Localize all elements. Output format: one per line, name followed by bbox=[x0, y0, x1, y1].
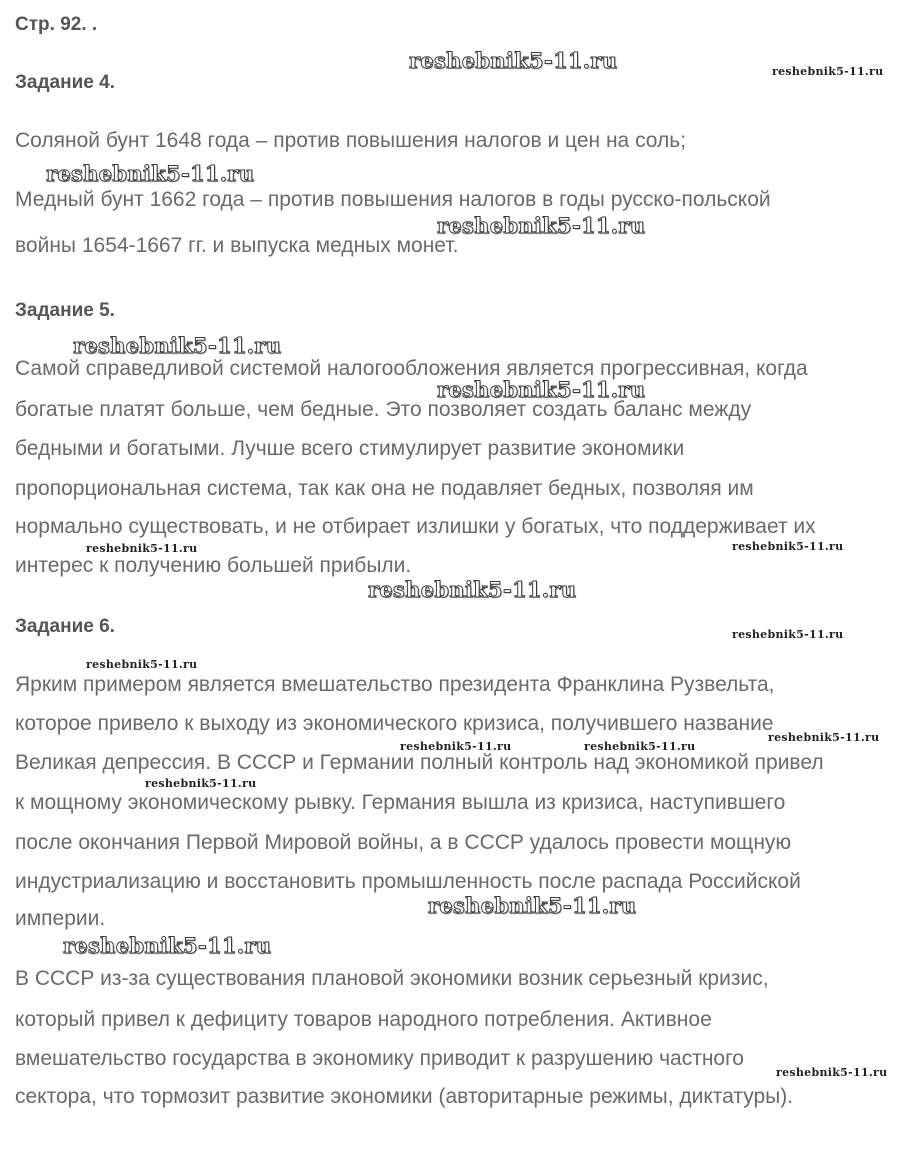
watermark: reshebnik5-11.ru bbox=[776, 1066, 888, 1079]
watermark: reshebnik5-11.ru bbox=[63, 933, 272, 958]
watermark: reshebnik5-11.ru bbox=[732, 540, 844, 553]
task-5-line-5: нормально существовать, и не отбирает излишки у богатых, что поддерживает их bbox=[15, 515, 816, 538]
task-4-line-2: Медный бунт 1662 года – против повышения налогов в годы русско-польской bbox=[15, 188, 771, 211]
watermark: reshebnik5-11.ru bbox=[86, 542, 198, 555]
task-5-line-6: интерес к получению большей прибыли. bbox=[15, 554, 412, 577]
page-number: Стр. 92. . bbox=[15, 14, 98, 35]
task-5-line-1: Самой справедливой системой налогообложения является прогрессивная, когда bbox=[15, 357, 808, 380]
watermark: reshebnik5-11.ru bbox=[400, 740, 512, 753]
task-6-line-6: индустриализацию и восстановить промышленность после распада Российской bbox=[15, 870, 801, 893]
watermark: reshebnik5-11.ru bbox=[437, 213, 646, 238]
watermark: reshebnik5-11.ru bbox=[409, 48, 618, 73]
watermark: reshebnik5-11.ru bbox=[73, 333, 282, 358]
task-4-title: Задание 4. bbox=[15, 72, 115, 93]
task-6-line-1: Ярким примером является вмешательство президента Франклина Рузвельта, bbox=[15, 673, 775, 696]
task-6-line-2: которое привело к выходу из экономического кризиса, получившего название bbox=[15, 712, 774, 735]
task-4-line-3: войны 1654-1667 гг. и выпуска медных монет. bbox=[15, 234, 459, 257]
watermark: reshebnik5-11.ru bbox=[46, 161, 255, 186]
task-6-line-10: вмешательство государства в экономику приводит к разрушению частного bbox=[15, 1047, 744, 1070]
watermark: reshebnik5-11.ru bbox=[772, 65, 884, 78]
task-6-line-7: империи. bbox=[15, 907, 106, 930]
task-6-line-11: сектора, что тормозит развитие экономики (авторитарные режимы, диктатуры). bbox=[15, 1085, 794, 1108]
watermark: reshebnik5-11.ru bbox=[368, 577, 577, 602]
task-4-line-1: Соляной бунт 1648 года – против повышения налогов и цен на соль; bbox=[15, 129, 687, 152]
watermark: reshebnik5-11.ru bbox=[86, 658, 198, 671]
task-6-title: Задание 6. bbox=[15, 616, 115, 637]
task-5-line-4: пропорциональная система, так как она не подавляет бедных, позволяя им bbox=[15, 477, 754, 500]
watermark: reshebnik5-11.ru bbox=[584, 740, 696, 753]
watermark: reshebnik5-11.ru bbox=[437, 377, 646, 402]
task-6-line-3: Великая депрессия. В СССР и Германии полный контроль над экономикой привел bbox=[15, 751, 824, 774]
task-6-line-4: к мощному экономическому рывку. Германия вышла из кризиса, наступившего bbox=[15, 791, 786, 814]
watermark: reshebnik5-11.ru bbox=[428, 893, 637, 918]
watermark: reshebnik5-11.ru bbox=[732, 628, 844, 641]
task-5-line-3: бедными и богатыми. Лучше всего стимулирует развитие экономики bbox=[15, 437, 685, 460]
watermark: reshebnik5-11.ru bbox=[145, 777, 257, 790]
task-5-line-2: богатые платят больше, чем бедные. Это позволяет создать баланс между bbox=[15, 398, 752, 421]
task-6-line-9: который привел к дефициту товаров народного потребления. Активное bbox=[15, 1008, 712, 1031]
task-5-title: Задание 5. bbox=[15, 300, 115, 321]
task-6-line-8: В СССР из-за существования плановой экономики возник серьезный кризис, bbox=[15, 967, 769, 990]
watermark: reshebnik5-11.ru bbox=[768, 731, 880, 744]
task-6-line-5: после окончания Первой Мировой войны, а в СССР удалось провести мощную bbox=[15, 831, 792, 854]
